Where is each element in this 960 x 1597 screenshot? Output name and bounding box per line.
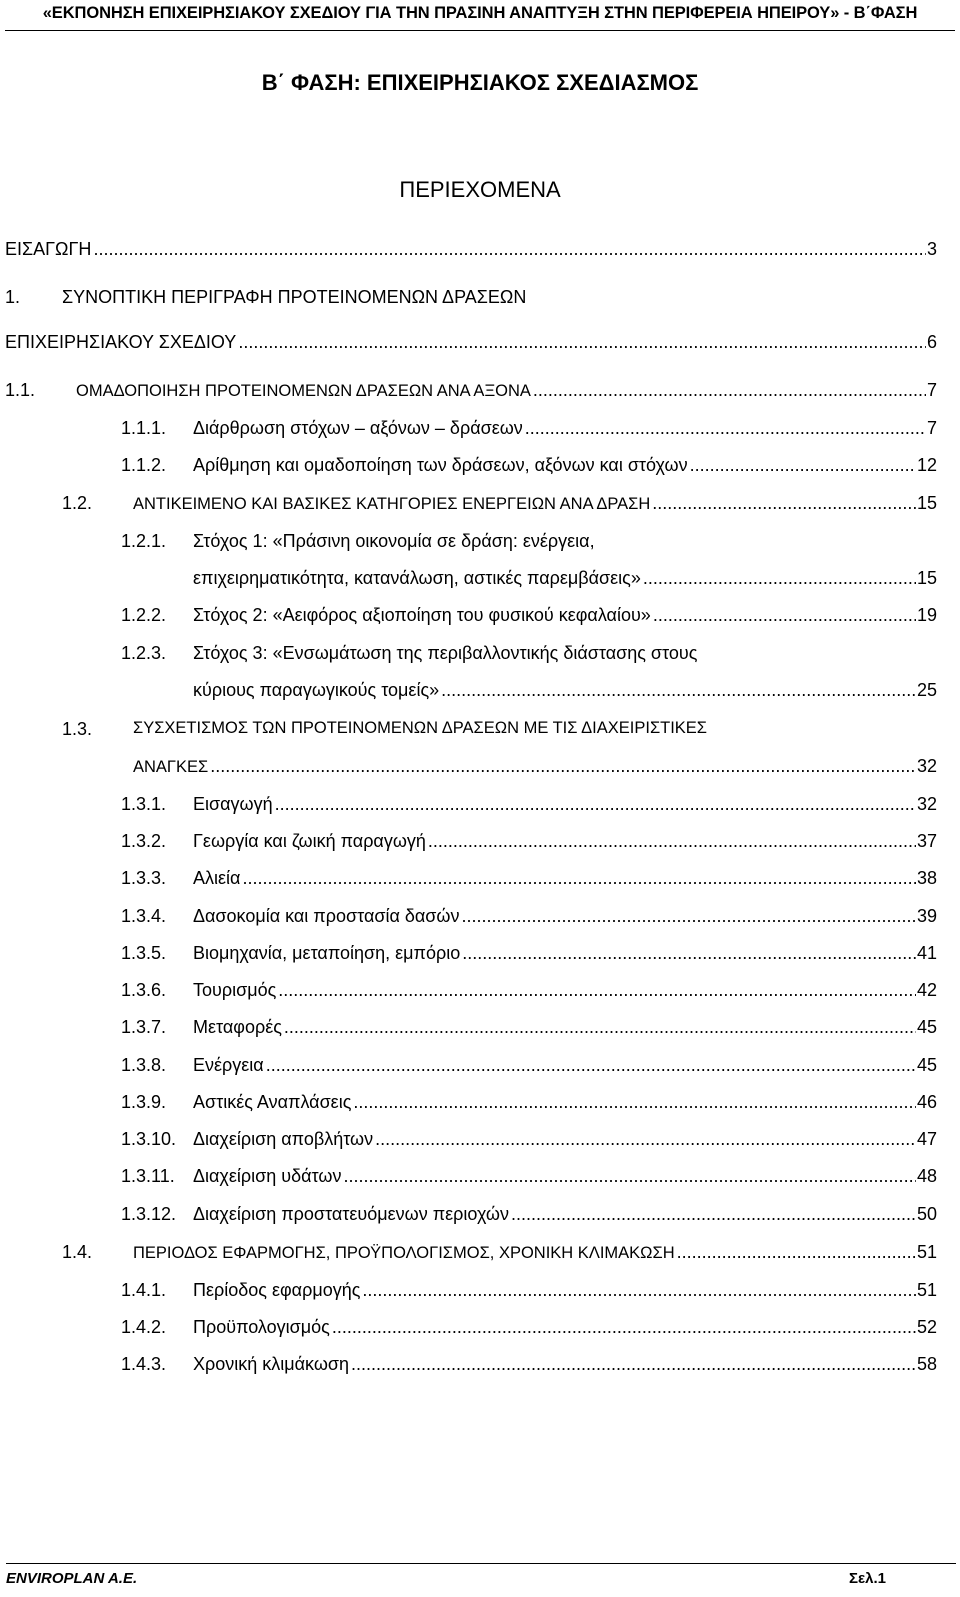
page-number: 32 (916, 756, 937, 776)
toc-entry-1-3-4[interactable]: 1.3.4. Δασοκομία και προστασία δασών ..... 39 (0, 906, 960, 940)
page-number: 15 (916, 568, 937, 588)
toc-entry-introduction[interactable]: ΕΙΣΑΓΩΓΗ ..... 3 (0, 239, 960, 273)
toc-entry-1-4-2[interactable]: 1.4.2. Προϋπολογισμός ..... 52 (0, 1317, 960, 1351)
toc-entry-1-3-cont[interactable]: ΑΝΑΓΚΕΣ ..... 32 (0, 756, 960, 790)
toc-entry-1-3-7[interactable]: 1.3.7. Μεταφορές ..... 45 (0, 1017, 960, 1051)
footer-page-label: Σελ.1 (849, 1570, 886, 1587)
page-number: 19 (916, 605, 937, 625)
toc-entry-1-3-10[interactable]: 1.3.10. Διαχείριση αποβλήτων ..... 47 (0, 1129, 960, 1163)
toc-entry-1-2[interactable]: 1.2. ΑΝΤΙΚΕΙΜΕΝΟ ΚΑΙ ΒΑΣΙΚΕΣ ΚΑΤΗΓΟΡΙΕΣ ΕΝΕΡΓΕΙΩΝ ΑΝΑ ΔΡΑΣΗ ..... 15 (0, 493, 960, 527)
toc-entry-1-2-1[interactable]: 1.2.1. Στόχος 1: «Πράσινη οικονομία σε δράση: ενέργεια, (121, 531, 595, 551)
toc-entry-1-3-1[interactable]: 1.3.1. Εισαγωγή ..... 32 (0, 794, 960, 828)
page-number: 39 (916, 906, 937, 926)
toc-entry-1-2-1-cont[interactable]: επιχειρηματικότητα, κατανάλωση, αστικές παρεμβάσεις» ..... 15 (0, 568, 960, 602)
running-header: «ΕΚΠΟΝΗΣΗ ΕΠΙΧΕΙΡΗΣΙΑΚΟΥ ΣΧΕΔΙΟΥ ΓΙΑ ΤΗΝ ΠΡΑΣΙΝΗ ΑΝΑΠΤΥΞΗ ΣΤΗΝ ΠΕΡΙΦΕΡΕΙΑ ΗΠΕΙΡΟΥ» - Β΄ΦΑΣΗ (42, 4, 918, 22)
toc-entry-1-2-3[interactable]: 1.2.3. Στόχος 3: «Ενσωμάτωση της περιβαλλοντικής διάστασης στους (121, 643, 698, 663)
toc-entry-1-4[interactable]: 1.4. ΠΕΡΙΟΔΟΣ ΕΦΑΡΜΟΓΗΣ, ΠΡΟΫΠΟΛΟΓΙΣΜΟΣ, ΧΡΟΝΙΚΗ ΚΛΙΜΑΚΩΣΗ ..... 51 (0, 1242, 960, 1276)
toc-entry-1-4-1[interactable]: 1.4.1. Περίοδος εφαρμογής ..... 51 (0, 1280, 960, 1314)
page-number: 48 (916, 1166, 937, 1186)
page-number: 3 (926, 239, 937, 259)
page-number: 46 (916, 1092, 937, 1112)
toc-entry-1-3-9[interactable]: 1.3.9. Αστικές Αναπλάσεις ..... 46 (0, 1092, 960, 1126)
page-number: 6 (926, 332, 937, 352)
toc-entry-1-1[interactable]: 1.1. ΟΜΑΔΟΠΟΙΗΣΗ ΠΡΟΤΕΙΝΟΜΕΝΩΝ ΔΡΑΣΕΩΝ ΑΝΑ ΑΞΟΝΑ ..... 7 (0, 380, 960, 414)
page-number: 45 (916, 1017, 937, 1037)
page-number: 32 (916, 794, 937, 814)
toc-entry-1-3[interactable]: 1.3. ΣΥΣΧΕΤΙΣΜΟΣ ΤΩΝ ΠΡΟΤΕΙΝΟΜΕΝΩΝ ΔΡΑΣΕΩΝ ΜΕ ΤΙΣ ΔΙΑΧΕΙΡΙΣΤΙΚΕΣ (62, 719, 708, 739)
toc-entry-1-3-8[interactable]: 1.3.8. Ενέργεια ..... 45 (0, 1055, 960, 1089)
page-number: 58 (916, 1354, 937, 1374)
page-number: 25 (916, 680, 937, 700)
contents-title: ΠΕΡΙΕΧΟΜΕΝΑ (399, 177, 561, 202)
header-divider (5, 30, 955, 31)
toc-entry-1-3-2[interactable]: 1.3.2. Γεωργία και ζωική παραγωγή ..... 37 (0, 831, 960, 865)
toc-entry-1-1-1[interactable]: 1.1.1. Διάρθρωση στόχων – αξόνων – δράσεων ..... 7 (0, 418, 960, 452)
toc-entry-1-3-5[interactable]: 1.3.5. Βιομηχανία, μεταποίηση, εμπόριο ..... 41 (0, 943, 960, 977)
page-number: 38 (916, 868, 937, 888)
page-number: 47 (916, 1129, 937, 1149)
footer-company: ENVIROPLAN A.E. (6, 1570, 138, 1587)
page-number: 45 (916, 1055, 937, 1075)
page-number: 7 (926, 380, 937, 400)
toc-entry-1-3-12[interactable]: 1.3.12. Διαχείριση προστατευόμενων περιοχών ..... 50 (0, 1204, 960, 1238)
page-number: 12 (916, 455, 937, 475)
toc-entry-1-1-2[interactable]: 1.1.2. Αρίθμηση και ομαδοποίηση των δράσεων, αξόνων και στόχων ..... 12 (0, 455, 960, 489)
page-number: 7 (926, 418, 937, 438)
toc-entry-1[interactable] (0, 287, 960, 321)
page-number: 50 (916, 1204, 937, 1224)
footer-divider (6, 1563, 956, 1564)
page-number: 37 (916, 831, 937, 851)
toc-entry-1-3-3[interactable]: 1.3.3. Αλιεία ..... 38 (0, 868, 960, 902)
page-number: 51 (916, 1280, 937, 1300)
entry-number: 1. (5, 287, 21, 307)
toc-entry-1-2-2[interactable]: 1.2.2. Στόχος 2: «Αειφόρος αξιοποίηση του φυσικού κεφαλαίου» ..... 19 (0, 605, 960, 639)
page-number: 52 (916, 1317, 937, 1337)
toc-entry-1-cont[interactable]: ΕΠΙΧΕΙΡΗΣΙΑΚΟΥ ΣΧΕΔΙΟΥ ..... 6 (0, 332, 960, 366)
toc-entry-1-4-3[interactable]: 1.4.3. Χρονική κλιμάκωση ..... 58 (0, 1354, 960, 1388)
page-number: 15 (916, 493, 937, 513)
page-number: 51 (916, 1242, 937, 1262)
page-number: 42 (916, 980, 937, 1000)
phase-title: Β΄ ΦΑΣΗ: ΕΠΙΧΕΙΡΗΣΙΑΚΟΣ ΣΧΕΔΙΑΣΜΟΣ (261, 70, 699, 95)
entry-title-line1: ΣΥΝΟΠΤΙΚΗ ΠΕΡΙΓΡΑΦΗ ΠΡΟΤΕΙΝΟΜΕΝΩΝ ΔΡΑΣΕΩΝ (62, 287, 527, 307)
toc-entry-1-2-3-cont[interactable]: κύριους παραγωγικούς τομείς» ..... 25 (0, 680, 960, 714)
page-number: 41 (916, 943, 937, 963)
toc-entry-1-3-11[interactable]: 1.3.11. Διαχείριση υδάτων ..... 48 (0, 1166, 960, 1200)
toc-entry-1-3-6[interactable]: 1.3.6. Τουρισμός ..... 42 (0, 980, 960, 1014)
